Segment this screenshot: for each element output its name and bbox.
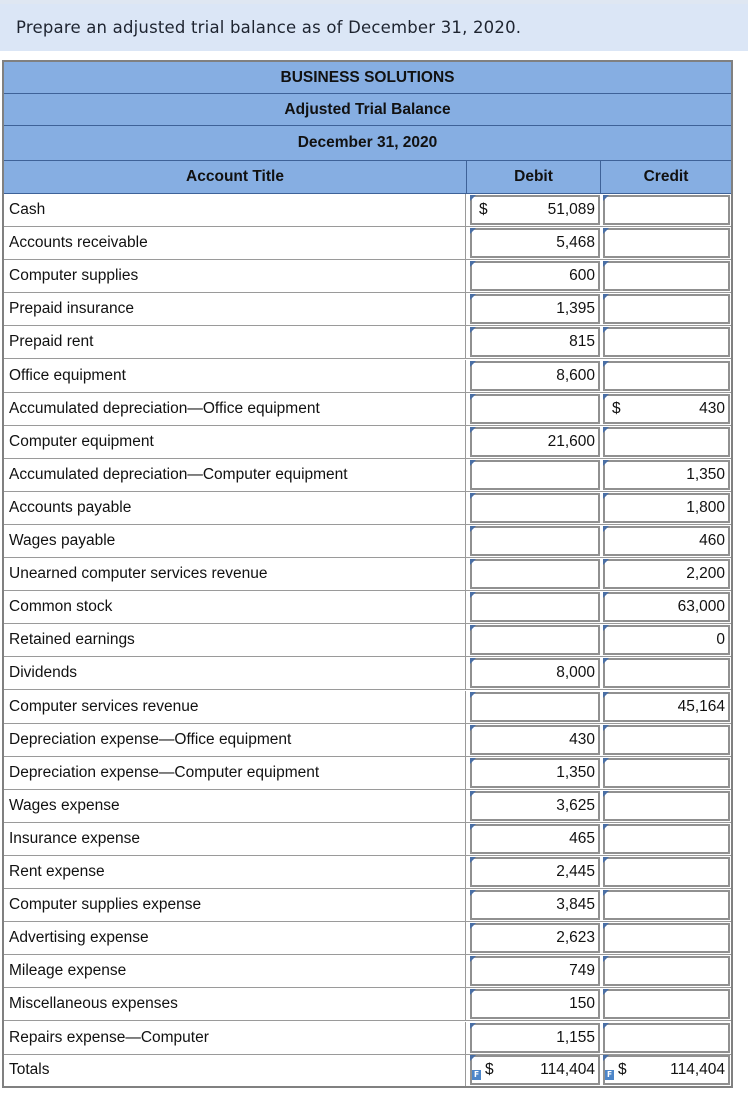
account-title: Computer supplies expense: [4, 889, 466, 921]
debit-input[interactable]: [470, 625, 600, 655]
debit-input[interactable]: [470, 1023, 600, 1053]
account-title-header: Account Title: [4, 161, 467, 194]
account-title: Computer supplies: [4, 260, 466, 292]
credit-input[interactable]: [603, 493, 730, 523]
credit-input[interactable]: [603, 1023, 730, 1053]
total-credit-input[interactable]: [603, 1055, 730, 1085]
account-title: Insurance expense: [4, 823, 466, 855]
debit-value: 8,000: [556, 664, 595, 682]
totals-label: Totals: [4, 1054, 466, 1086]
credit-input[interactable]: [603, 791, 730, 821]
credit-column-header: Credit: [601, 161, 731, 194]
account-title: Accounts receivable: [4, 227, 466, 259]
table-row: [4, 922, 731, 955]
credit-value: 1,800: [686, 498, 725, 516]
account-title: Accumulated depreciation—Computer equipment: [4, 459, 466, 491]
table-row: [4, 558, 731, 591]
table-row: [4, 360, 731, 393]
credit-input[interactable]: [603, 394, 730, 424]
debit-column-header: Debit: [467, 161, 601, 194]
debit-value: 430: [569, 730, 595, 748]
credit-input[interactable]: [603, 592, 730, 622]
debit-currency: $: [479, 201, 488, 218]
debit-input[interactable]: [470, 559, 600, 589]
debit-input[interactable]: [470, 989, 600, 1019]
debit-input[interactable]: [470, 956, 600, 986]
credit-input[interactable]: [603, 890, 730, 920]
credit-value: 0: [716, 631, 725, 649]
debit-input[interactable]: [470, 394, 600, 424]
debit-value: 600: [569, 267, 595, 285]
account-title: Unearned computer services revenue: [4, 558, 466, 590]
debit-input[interactable]: [470, 327, 600, 357]
credit-input[interactable]: [603, 725, 730, 755]
credit-input[interactable]: [603, 361, 730, 391]
account-title: Miscellaneous expenses: [4, 988, 466, 1020]
credit-input[interactable]: [603, 294, 730, 324]
debit-value: 51,089: [547, 201, 595, 218]
credit-currency: $: [612, 399, 621, 417]
account-title: Wages payable: [4, 525, 466, 557]
credit-value: 63,000: [677, 598, 725, 616]
debit-input[interactable]: [470, 460, 600, 490]
debit-value: 1,155: [556, 1028, 595, 1046]
debit-value: 749: [569, 962, 595, 980]
debit-input[interactable]: [470, 890, 600, 920]
debit-input[interactable]: [470, 923, 600, 953]
totals-row: [4, 1054, 731, 1087]
table-row: [4, 194, 731, 227]
account-title: Prepaid rent: [4, 326, 466, 358]
credit-input[interactable]: [603, 261, 730, 291]
account-title: Retained earnings: [4, 624, 466, 656]
credit-input[interactable]: [603, 923, 730, 953]
account-title: Office equipment: [4, 360, 466, 392]
credit-input[interactable]: [603, 824, 730, 854]
debit-input[interactable]: [470, 493, 600, 523]
credit-input[interactable]: [603, 327, 730, 357]
debit-value: 3,625: [556, 796, 595, 814]
statement-title-header: Adjusted Trial Balance: [4, 94, 731, 126]
debit-input[interactable]: [470, 526, 600, 556]
credit-value: 2,200: [686, 565, 725, 583]
debit-input[interactable]: [470, 857, 600, 887]
account-title: Computer services revenue: [4, 691, 466, 723]
credit-value: 430: [699, 399, 725, 417]
account-title: Depreciation expense—Computer equipment: [4, 757, 466, 789]
credit-input[interactable]: [603, 625, 730, 655]
table-row: [4, 260, 731, 293]
table-row: [4, 293, 731, 326]
table-row: [4, 790, 731, 823]
table-row: [4, 426, 731, 459]
debit-value: 3,845: [556, 896, 595, 914]
table-row: [4, 856, 731, 889]
credit-input[interactable]: [603, 857, 730, 887]
table-row: [4, 988, 731, 1021]
table-row: [4, 691, 731, 724]
credit-input[interactable]: [603, 427, 730, 457]
total-debit-currency: $: [485, 1061, 494, 1078]
table-row: [4, 889, 731, 922]
table-row: [4, 955, 731, 988]
debit-value: 150: [569, 995, 595, 1013]
debit-input[interactable]: [470, 758, 600, 788]
account-title: Accounts payable: [4, 492, 466, 524]
trial-balance-table: [2, 60, 733, 1088]
debit-input[interactable]: [470, 261, 600, 291]
account-title: Depreciation expense—Office equipment: [4, 724, 466, 756]
debit-value: 21,600: [547, 432, 595, 450]
credit-input[interactable]: [603, 460, 730, 490]
credit-input[interactable]: [603, 758, 730, 788]
table-row: [4, 227, 731, 260]
credit-input[interactable]: [603, 658, 730, 688]
debit-input[interactable]: [470, 824, 600, 854]
account-title: Dividends: [4, 657, 466, 689]
credit-input[interactable]: [603, 228, 730, 258]
debit-input[interactable]: [470, 658, 600, 688]
debit-value: 1,350: [556, 763, 595, 781]
debit-input[interactable]: [470, 592, 600, 622]
account-title: Common stock: [4, 591, 466, 623]
account-title: Repairs expense—Computer: [4, 1022, 466, 1054]
debit-value: 1,395: [556, 300, 595, 318]
account-title: Mileage expense: [4, 955, 466, 987]
table-row: [4, 459, 731, 492]
table-row: [4, 724, 731, 757]
debit-input[interactable]: [470, 228, 600, 258]
credit-input[interactable]: [603, 526, 730, 556]
debit-input[interactable]: [470, 361, 600, 391]
debit-value: 2,623: [556, 929, 595, 947]
formula-badge-icon: F: [473, 1070, 480, 1079]
debit-input[interactable]: [470, 195, 600, 225]
account-title: Cash: [4, 194, 466, 226]
table-row: [4, 823, 731, 856]
credit-value: 460: [699, 532, 725, 549]
debit-input[interactable]: [470, 294, 600, 324]
account-title: Computer equipment: [4, 426, 466, 458]
formula-badge-icon: F: [606, 1070, 613, 1079]
total-debit-input[interactable]: [470, 1055, 600, 1085]
instruction-text: Prepare an adjusted trial balance as of December 31, 2020.: [0, 4, 748, 51]
total-credit-currency: $: [618, 1061, 627, 1078]
credit-input[interactable]: [603, 195, 730, 225]
debit-value: 465: [569, 829, 595, 847]
credit-input[interactable]: [603, 989, 730, 1019]
debit-input[interactable]: [470, 791, 600, 821]
account-title: Prepaid insurance: [4, 293, 466, 325]
debit-input[interactable]: [470, 725, 600, 755]
table-row: [4, 624, 731, 657]
debit-input[interactable]: [470, 427, 600, 457]
company-name-header: BUSINESS SOLUTIONS: [4, 62, 731, 94]
credit-value: 45,164: [677, 697, 725, 715]
table-row: [4, 757, 731, 790]
table-row: [4, 525, 731, 558]
table-row: [4, 326, 731, 359]
account-title: Wages expense: [4, 790, 466, 822]
credit-input[interactable]: [603, 692, 730, 722]
debit-input[interactable]: [470, 692, 600, 722]
debit-value: 5,468: [556, 234, 595, 252]
debit-value: 2,445: [556, 863, 595, 880]
table-row: [4, 1022, 731, 1055]
credit-input[interactable]: [603, 559, 730, 589]
credit-input[interactable]: [603, 956, 730, 986]
date-header: December 31, 2020: [4, 126, 731, 161]
account-title: Advertising expense: [4, 922, 466, 954]
total-credit-value: 114,404: [670, 1061, 725, 1078]
total-debit-value: 114,404: [540, 1061, 595, 1078]
table-row: [4, 591, 731, 624]
debit-value: 8,600: [556, 366, 595, 384]
credit-value: 1,350: [686, 465, 725, 483]
debit-value: 815: [569, 333, 595, 351]
table-row: [4, 657, 731, 690]
table-row: [4, 492, 731, 525]
table-row: [4, 393, 731, 426]
account-title: Accumulated depreciation—Office equipment: [4, 393, 466, 425]
account-title: Rent expense: [4, 856, 466, 888]
